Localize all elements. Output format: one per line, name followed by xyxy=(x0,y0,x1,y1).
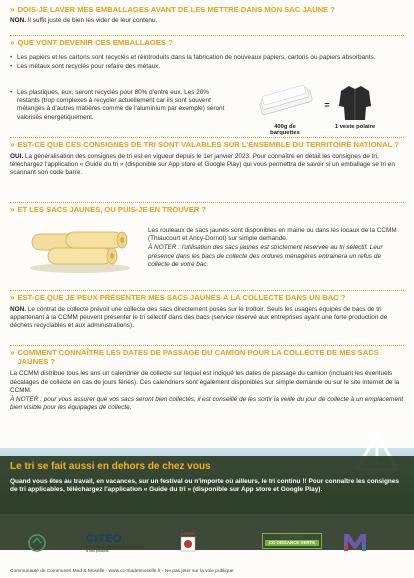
question-heading: » EST-CE QUE JE PEUX PRÉSENTER MES SACS JAUNES À LA COLLECTE DANS UN BAC ? xyxy=(10,292,346,302)
divider xyxy=(10,35,404,36)
answer-paragraph: NON. Le contrat de collecte prévoit une collecte des sacs directement posés sur le trottoir. Seuls les usagers équipés de bacs de tri appartenant à la CCMM peuvent présenter le tri sélectif dans des bacs (service réservé aux entreprises ayant une forte production de déchets recyclables et aux administrations). xyxy=(10,305,388,330)
answer-paragraph: OUI. La généralisation des consignes de tri est en vigueur depuis le 1er janvier 2023. Pour connaître en détail les consignes de tri, téléchargez l'application « Guide du tri » (disponible sur App store et Google Play) qui vous permettra de savoir si un emballage se tri en scannant son code barre. xyxy=(10,152,395,177)
list-item: • Les métaux sont recyclés pour refaire des métaux. xyxy=(10,63,406,71)
bags-note: À NOTER : l'utilisation des sacs jaunes est strictement réservée au tri sélectif. Leur présence dans les bacs de collecte des ordures ménagères entrainera un refus de collecte de votre bac. xyxy=(148,244,383,268)
bullet-list-top xyxy=(10,52,406,72)
co-digitale-logo xyxy=(262,533,322,549)
green-badge: CO DISSANCE VERTE xyxy=(265,540,319,545)
citeo-tagline: Donnons ensemble une nouvelle vie à nos produits xyxy=(86,545,144,554)
list-item: • Les plastiques, eux, seront recyclés pour 80% d'entre eux. Les 20% restants (trop complexes à recycler actuellement car ils sont souvent mélangés à d'autres matières comme de l'aluminium par exemple) seront valorisés énergétiquement. xyxy=(10,89,232,122)
section-collection-dates xyxy=(10,349,404,412)
chevron-right-icon: » xyxy=(10,204,15,214)
chevron-right-icon: » xyxy=(10,4,15,14)
recycle-logo-icon xyxy=(26,533,48,553)
divider xyxy=(10,137,404,138)
fleece-jacket-icon xyxy=(338,84,372,122)
citeo-wordmark: CITEO xyxy=(86,533,123,545)
ademe-logo xyxy=(174,531,202,555)
divider xyxy=(10,290,404,291)
yellow-bag-rolls-illustration xyxy=(26,216,134,274)
divider xyxy=(10,202,404,203)
banner-text: Quand vous êtes au travail, en vacances, sur un festival ou n'importe où ailleurs, le tri continu !! Pour connaître les consignes de tri applicables, téléchargez l'application « Guide du tri » (disponible sur App store et Google Play). xyxy=(10,478,400,494)
collection-note: À NOTER : pour vous assurer que vos sacs seront bien collectés, il est conseillé de les sortir la veille du jour de collecte à un emplacement bien visible pour les équipages de collecte. xyxy=(10,396,404,412)
section-where-bags xyxy=(10,206,404,215)
fleece-caption: 1 veste polaire xyxy=(334,124,376,130)
question-heading: » COMMENT CONNAÎTRE LES DATES DE PASSAGE DU CAMION POUR LA COLLECTE DE MES SACS JAUNES ? xyxy=(10,347,379,366)
chevron-right-icon: » xyxy=(10,347,15,357)
citeo-logo xyxy=(86,532,146,554)
ademe-emblem-icon xyxy=(180,536,196,552)
question-heading: » EST-CE QUE CES CONSIGNES DE TRI SONT VALABLES SUR L'ENSEMBLE DU TERRITOIRE NATIONAL ? xyxy=(10,139,399,149)
section-packaging-future xyxy=(10,39,404,48)
chevron-right-icon: » xyxy=(10,139,15,149)
co-digitale-wordmark: CO-DIGITALE xyxy=(280,535,304,539)
question-heading: » ET LES SACS JAUNES, OU PUIS-JE EN TROUVER ? xyxy=(10,204,207,214)
bullet-list-plastics xyxy=(10,87,232,123)
chevron-right-icon: » xyxy=(10,292,15,302)
banner-title: Le tri se fait aussi en dehors de chez vous xyxy=(10,461,211,472)
divider xyxy=(10,345,404,346)
ccmm-logo-icon xyxy=(342,531,368,553)
answer-paragraph: NON. Il suffit juste de bien les vider de leur contenu. xyxy=(10,16,158,24)
answer-paragraph: La CCMM distribue tous les ans un calendrier de collecte sur lequel est indiqué les dates de passage du camion (incluant les éventuels décalages de collecte en cas de jours fériés). Ces calendriers sont également disponibles sur simple demande ou sur le site internet de la CCMM. xyxy=(10,370,400,394)
question-heading: » QUE VONT DEVENIR CES EMBALLAGES ? xyxy=(10,37,173,47)
section-national-rules xyxy=(10,141,404,177)
section-bags-in-bin xyxy=(10,294,404,330)
bags-paragraph: Les rouleaux de sacs jaunes sont disponibles en mairie ou dans les locaux de la CCMM (Thiaucourt et Ancy-Dornot) sur simple demande. xyxy=(148,227,397,243)
chevron-right-icon: » xyxy=(10,37,15,47)
trays-caption: 400g de barquettes xyxy=(270,124,300,137)
plastic-trays-illustration xyxy=(252,82,322,122)
question-heading: » DOIS-JE LAVER MES EMBALLAGES AVANT DE LES METTRE DANS MON SAC JAUNE ? xyxy=(10,4,335,14)
ademe-wordmark: ADEME xyxy=(180,531,196,536)
footer-line: Communauté de Communes Mad & Moselle - www.cc-madetmoselle.fr - Ne pas jeter sur la voie publique xyxy=(10,569,234,574)
equals-sign: = xyxy=(324,100,330,110)
list-item: • Les papiers et les cartons sont recyclés et réintroduits dans la fabrication de nouveaux papiers, cartons ou papiers absorbants. xyxy=(10,54,406,62)
section-wash-packaging xyxy=(10,6,404,25)
bags-availability-text xyxy=(148,227,404,269)
